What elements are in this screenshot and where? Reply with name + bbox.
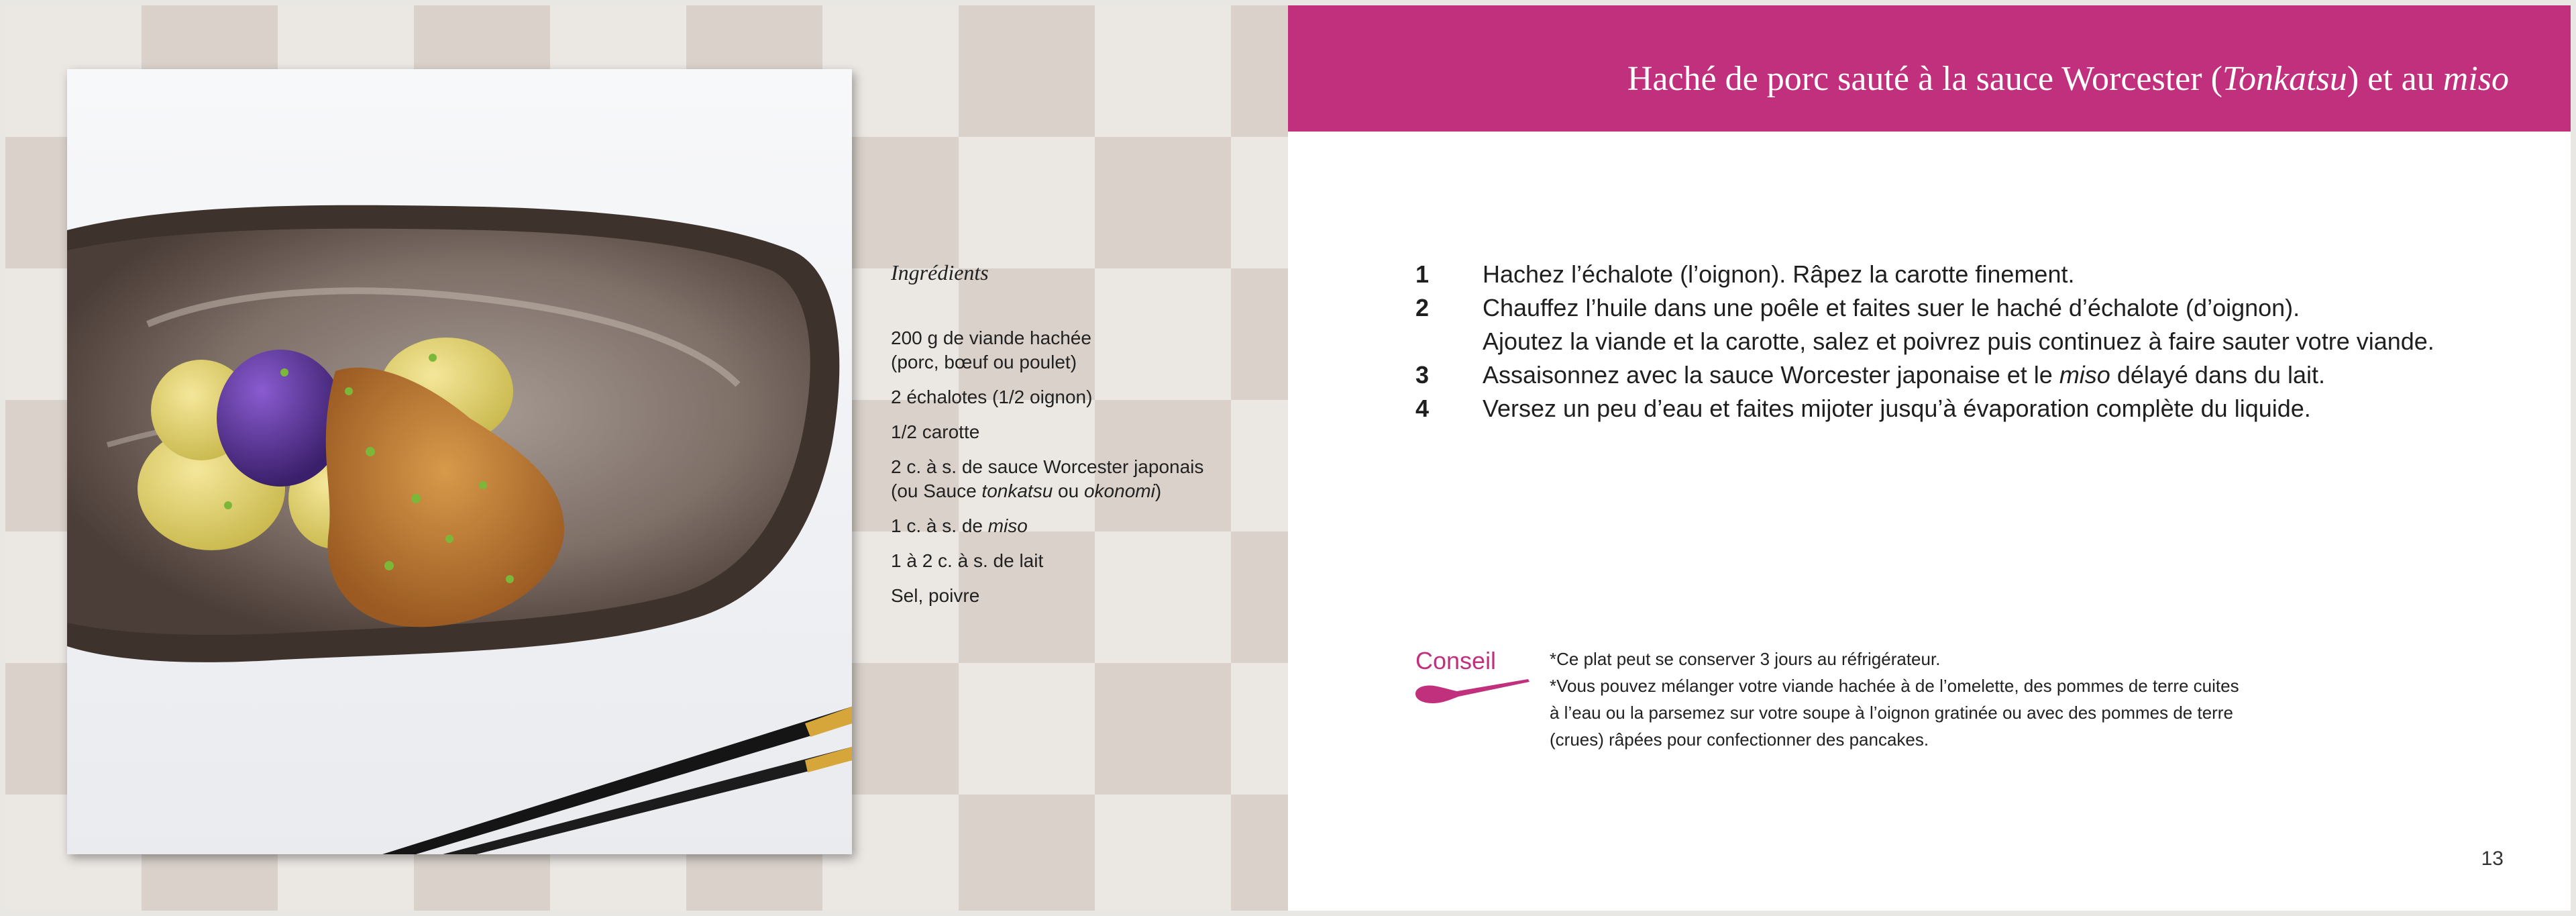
tip-note: *Vous pouvez mélanger votre viande hachée à de l’omelette, des pommes de terre cuites à l’eau ou la parsemez sur votre soupe à l’oignon gratinée ou avec des pommes de terre (crues) râpées pour confectionner des pancakes. [1550, 676, 2239, 750]
left-page [5, 5, 1288, 911]
step-text-italic: miso [2059, 361, 2110, 389]
dish-photo [67, 69, 852, 854]
step-number: 2 [1415, 294, 1430, 321]
step-text: Chauffez l’huile dans une poêle et faites suer le haché d’échalote (d’oignon). [1483, 294, 2300, 321]
step-number [1415, 325, 1483, 358]
ingredient-item: 2 échalotes (1/2 oignon) [891, 387, 1093, 407]
ingredient-item: 1 à 2 c. à s. de lait [891, 550, 1044, 571]
steps-list [1415, 258, 2489, 425]
page-number: 13 [2481, 848, 2504, 870]
recipe-title [1627, 59, 2509, 99]
ingredient-italic: okonomi [1083, 480, 1155, 501]
tip-section [1415, 647, 2422, 781]
title-banner [1288, 5, 2571, 132]
ingredients-heading: Ingrédients [891, 260, 989, 285]
right-page [1288, 5, 2571, 911]
tip-label: Conseil [1415, 647, 1497, 674]
step-text: Hachez l’échalote (l’oignon). Râpez la carotte finement. [1483, 260, 2075, 288]
ingredient-text: ) [1155, 480, 1162, 501]
ingredient-text: ou [1053, 480, 1084, 501]
step-row [1415, 291, 2489, 325]
title-italic: miso [2443, 60, 2509, 98]
step-row [1415, 325, 2489, 358]
step-row [1415, 392, 2489, 425]
ingredient-item: 1/2 carotte [891, 421, 980, 442]
ingredient-item: Sel, poivre [891, 585, 980, 606]
step-text: Ajoutez la viande et la carotte, salez et poivrez puis continuez à faire sauter votre viande. [1483, 327, 2434, 355]
ingredients-list [891, 260, 1240, 619]
spoon-icon [1415, 676, 1529, 703]
step-text: Versez un peu d’eau et faites mijoter jusqu’à évaporation complète du liquide. [1483, 395, 2311, 422]
step-text-part: délayé dans du lait. [2110, 361, 2326, 389]
ingredient-text: 2 c. à s. de sauce Worcester japonais (ou Sauce [891, 456, 1204, 501]
title-italic: Tonkatsu [2222, 60, 2347, 98]
dish-photo-image [67, 69, 852, 854]
ingredient-item [891, 455, 1240, 503]
ingredient-item: 200 g de viande hachée (porc, bœuf ou poulet) [891, 327, 1091, 372]
tip-note: *Ce plat peut se conserver 3 jours au réfrigérateur. [1550, 649, 1941, 669]
step-number: 1 [1415, 260, 1430, 288]
tip-notes [1550, 646, 2321, 753]
step-number: 4 [1415, 395, 1430, 422]
step-row [1415, 258, 2489, 291]
title-text: ) et au [2347, 60, 2443, 98]
step-row [1415, 358, 2489, 392]
ingredient-item [891, 514, 1240, 538]
step-text-part: Assaisonnez avec la sauce Worcester japonaise et le [1483, 361, 2059, 389]
title-text: Haché de porc sauté à la sauce Worcester ( [1627, 60, 2222, 98]
step-number: 3 [1415, 361, 1430, 389]
ingredient-italic: miso [987, 515, 1028, 536]
ingredient-italic: tonkatsu [981, 480, 1053, 501]
step-text [1483, 358, 2325, 392]
ingredient-text: 1 c. à s. de [891, 515, 988, 536]
